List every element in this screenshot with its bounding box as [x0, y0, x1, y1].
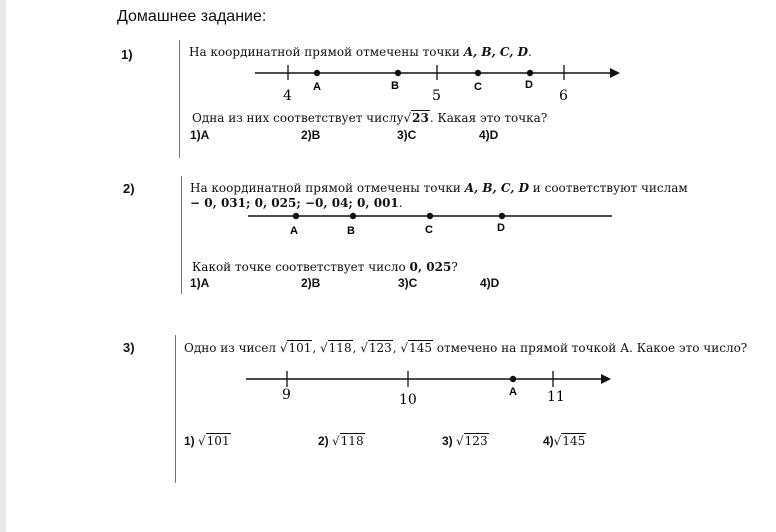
task2-sub-value: 0, 025	[409, 260, 452, 274]
task1-point-c	[475, 70, 481, 76]
task1-sub-radical: √23	[403, 111, 429, 125]
task3-answer-1-radicand: 101	[206, 434, 230, 448]
task3-radical-3: √123	[360, 341, 392, 355]
task3-answer-1: 1) √101	[184, 434, 230, 448]
task3-radicand-3: 123	[368, 341, 392, 355]
task2-label-d: D	[497, 222, 505, 234]
task3-question-text: Одно из чисел	[184, 341, 280, 355]
task2-question-line1	[190, 181, 688, 195]
task1-subquestion	[192, 111, 547, 125]
task3-radicand-4: 145	[409, 341, 432, 355]
task2-divider	[181, 176, 182, 294]
task1-tick-label-4: 4	[283, 88, 292, 104]
task3-label-a: A	[509, 386, 517, 398]
task2-label-c: C	[425, 224, 433, 236]
task2-answer-2: 2)B	[301, 276, 321, 290]
task1-point-b	[395, 70, 401, 76]
task3-radical-4: √145	[400, 341, 432, 355]
task1-tick-label-6: 6	[559, 88, 568, 104]
task1-sub-text: Одна из них соответствует числу	[192, 111, 404, 125]
task1-label-b: B	[391, 80, 399, 92]
task2-answer-1: 1)A	[190, 276, 210, 290]
task3-radical-2: √118	[320, 341, 352, 355]
task2-sub-text: Какой точке соответствует число	[192, 260, 410, 274]
task3-answer-2-radicand: 118	[340, 434, 364, 448]
task2-question-line2-suffix: .	[398, 196, 403, 210]
task1-point-d	[527, 70, 533, 76]
task1-point-a	[314, 70, 320, 76]
task3-answer-3-radicand: 123	[464, 434, 488, 448]
task3-tick-label-11: 11	[547, 389, 565, 405]
task2-point-b	[350, 213, 356, 219]
task2-question-text: На координатной прямой отмечены точки	[190, 181, 465, 195]
task2-point-d	[499, 213, 505, 219]
task1-label-d: D	[525, 79, 533, 91]
task2-answer-4: 4)D	[480, 276, 500, 290]
task1-sub-radicand: 23	[412, 111, 429, 125]
task1-question-points: A, B, C, D	[463, 45, 528, 59]
task3-answer-4-label: 4)	[543, 434, 554, 448]
task3-number: 3)	[123, 340, 135, 355]
task1-answer-4: 4)D	[479, 128, 499, 142]
task2-subquestion	[192, 260, 458, 274]
task3-radicand-1: 101	[288, 341, 312, 355]
task3-tick-label-10: 10	[399, 392, 417, 408]
task2-question-points: A, B, C, D	[464, 181, 529, 195]
task3-answer-1-label: 1)	[184, 434, 199, 448]
task3-answer-2-label: 2)	[318, 434, 333, 448]
task3-point-a	[510, 376, 516, 382]
task1-label-c: C	[474, 81, 482, 93]
page-title: Домашнее задание:	[117, 8, 267, 25]
task2-number-line	[248, 213, 612, 237]
task3-answer-3: 3) √123	[442, 434, 488, 448]
task3-tick-label-9: 9	[282, 387, 291, 403]
task1-answer-3: 3)C	[397, 128, 417, 142]
task3-answer-4-radicand: 145	[562, 434, 586, 448]
task1-number: 1)	[121, 47, 133, 62]
task1-answer-1: 1)A	[190, 128, 210, 142]
task1-sub-suffix: . Какая это точка?	[429, 111, 548, 125]
task1-tick-label-5: 5	[432, 88, 441, 104]
task2-label-a: A	[290, 225, 298, 237]
task2-question-numbers: − 0, 031; 0, 025; −0, 04; 0, 001	[190, 196, 399, 210]
task3-radicand-2: 118	[328, 341, 352, 355]
task2-question-line2	[190, 196, 403, 210]
task2-sub-suffix: ?	[451, 260, 458, 274]
task1-question-suffix: .	[527, 45, 532, 59]
task2-question-suffix: и соответствуют числам	[528, 181, 688, 195]
task3-divider	[175, 335, 176, 483]
task3-answer-2: 2) √118	[318, 434, 364, 448]
task2-answer-3: 3)C	[398, 276, 418, 290]
task3-answer-4: 4)√145	[543, 434, 586, 448]
task2-point-a	[293, 213, 299, 219]
task1-number-line	[255, 65, 620, 104]
task3-answer-3-label: 3)	[442, 434, 457, 448]
task3-number-line	[246, 371, 611, 408]
task1-question-text: На координатной прямой отмечены точки	[189, 45, 464, 59]
task3-question: Одно из чисел √101, √118, √123, √145 отмечено на прямой точкой А. Какое это число?	[184, 341, 748, 355]
task3-radical-1: √101	[279, 341, 312, 355]
task2-number: 2)	[123, 181, 135, 196]
task1-label-a: A	[313, 81, 321, 93]
task1-answer-2: 2)B	[301, 128, 321, 142]
task2-label-b: B	[347, 225, 355, 237]
task2-point-c	[427, 213, 433, 219]
task3-question-suffix: отмечено на прямой точкой А. Какое это число?	[432, 341, 748, 355]
